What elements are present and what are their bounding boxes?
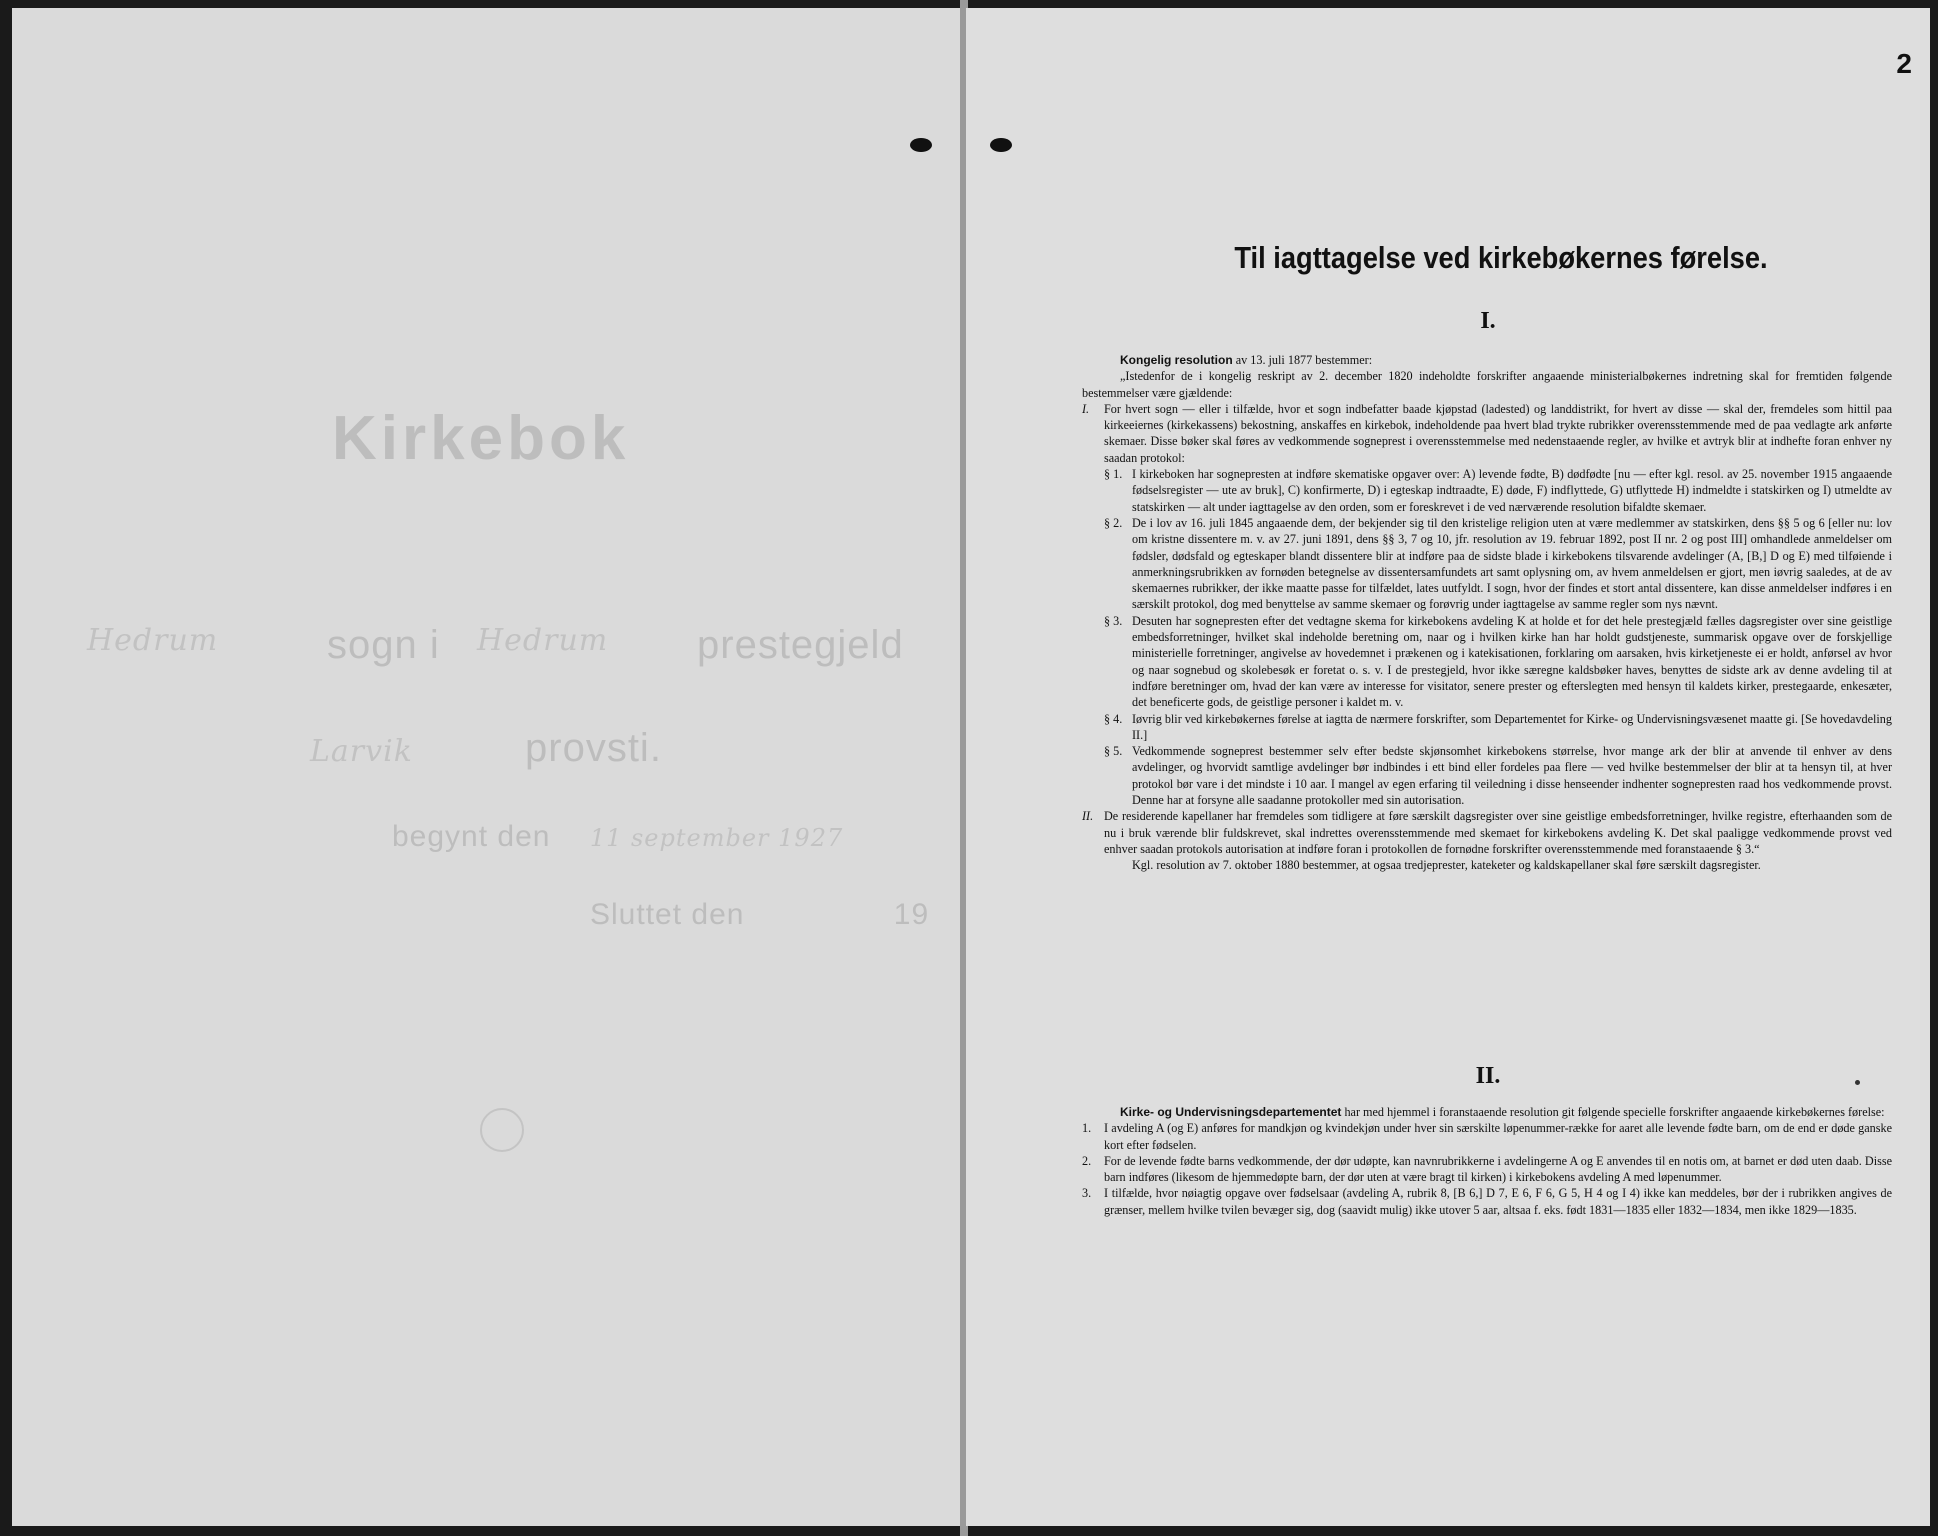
provsti-label: provsti. — [525, 726, 662, 770]
begynt-label: begynt den — [392, 820, 551, 853]
sogn-handwritten: Hedrum — [87, 623, 219, 658]
cover-provsti-line — [310, 726, 662, 771]
ink-dot — [1855, 1080, 1860, 1085]
prestegjeld-handwritten: Hedrum — [477, 623, 609, 658]
paragraph-text: Iøvrig blir ved kirkebøkernes førelse at iagtta de nærmere forskrifter, som Departementet for Kirke- og Undervisningsvæsenet maatte gi. [Se hovedavdeling II.] — [1132, 711, 1892, 742]
paragraph-3 — [1082, 613, 1892, 711]
item-text: I avdeling A (og E) anføres for mandkjøn og kvindekjøn under hver sin særskilte løpenummer-række for aaret alle levende fødte barn, om de end er døde ganske kort efter fødselen. — [1104, 1121, 1892, 1152]
item-text: For de levende fødte barns vedkommende, der dør udøpte, kan navnrubrikkerne i avdelingerne A og E anvendes til en notis om, at barnet er død uten daab. Disse barn indføres (likesom de hjemmedøpte barn, der dør uten at være bragt til kirken) i kirkebokens avdeling A med løpenummer. — [1104, 1153, 1892, 1185]
begynt-handwritten: 11 september 19 — [589, 824, 811, 852]
paragraph-1 — [1082, 466, 1892, 515]
begynt-year: 27 — [810, 824, 844, 852]
section-heading-2: II. — [1475, 1063, 1501, 1089]
paragraph-number: § 3. — [1104, 613, 1123, 628]
list-item — [1082, 1120, 1892, 1153]
resolution-intro: „Istedenfor de i kongelig reskript av 2. december 1820 indeholdte forskrifter angaaende ministerialbøkernes indretning skal for fremtiden følgende bestemmelser være gjældende: — [1082, 369, 1892, 400]
paragraph-number: § 4. — [1104, 711, 1123, 726]
paragraph-text: I kirkeboken har sognepresten at indføre skematiske opgaver over: A) levende fødte, B) dødfødte [nu — efter kgl. resol. av 25. november 1915 angaaende fødselsregister — ute av bruk], C) konfirmerte, D) i egteskap indtraadte, E) døde, F) indflyttede, G) utflyttede H) indmeldte i statskirken og I) utmeldte av statskirken — alt under iagttagelse av den orden, som er foreskrevet i de ved nærværende resolution bifaldte skemaer. — [1132, 467, 1892, 514]
item-text: I tilfælde, hvor nøiagtig opgave over fødselsaar (avdeling A, rubrik 8, [B 6,] D 7, E 6, F 6, G 5, H 4 og I 4) ikke kan meddeles, bør der i rubrikken angives de grænser, mellem hvilke tvilen bevæger sig, dog (saavidt mulig) ikke utover 5 aar, altsaa f. eks. født 1831—1835 eller 1832—1834, men ikke 1829—1835. — [1104, 1186, 1892, 1217]
cover-title: Kirkebok — [332, 404, 630, 473]
paragraph-number: § 1. — [1104, 467, 1123, 482]
item-text: De residerende kapellaner har fremdeles som tidligere at føre særskilt dagsregister over sine geistlige embedsforretninger, hvilke registre, efterhaanden som de nu i bruk værende blir fuldskrevet, skal indrettes overensstemmende med skemaet for kirkebokens avdeling K. Det skal paaligge vedkommende provst ved enhver saadan protokols autorisation at indføre foran i protokollen de fornødne forskrifter overensstemmende med foranstaaende § 3.“ — [1104, 809, 1892, 856]
sluttet-label: Sluttet den — [590, 898, 745, 931]
item-1 — [1082, 401, 1892, 466]
lead-bold: Kongelig resolution — [1120, 353, 1233, 367]
paragraph-5 — [1082, 743, 1892, 808]
sogn-label: sogn i — [327, 623, 440, 667]
cover-begynt-line — [392, 820, 843, 854]
paragraph-number: § 5. — [1104, 744, 1123, 759]
item-2 — [1082, 808, 1892, 857]
section-2-text — [1082, 1104, 1892, 1218]
item-text: For hvert sogn — eller i tilfælde, hvor et sogn indbefatter baade kjøpstad (ladested) og landdistrikt, for hvert av disse — skal der, fremdeles som hittil paa kirkeeiernes (kirkekassens) bekostning, anskaffes en kirkebok, indeholdende paa hvert blad trykte rubrikker overensstemmende med de paa vedlagte ark anførte skemaer. Disse bøker skal føres av vedkommende sogneprest i overensstemmelse med nedenstaaende regler, av hvilke et avtryk blir at indhefte foran enhver ny saadan protokol: — [1104, 401, 1892, 465]
section-1-text — [1082, 352, 1892, 874]
page-number: 2 — [1896, 48, 1912, 79]
provsti-handwritten: Larvik — [310, 734, 413, 769]
printer-logo-icon — [480, 1108, 524, 1152]
page-title: Til iagttagelse ved kirkebøkernes førelse. — [1234, 240, 1768, 275]
item-number: I. — [1082, 401, 1090, 416]
lead-text: har med hjemmel i foranstaaende resolution git følgende specielle forskrifter angaaende kirkebøkernes førelse: — [1341, 1105, 1885, 1119]
left-page-cover — [12, 8, 962, 1526]
paragraph-4 — [1082, 711, 1892, 744]
paragraph-text: Desuten har sognepresten efter det vedtagne skema for kirkebokens avdeling K at holde et for det hele prestegjæld fælles dagsregister over sine geistlige embedsforretninger, hvilket skal indeholde beretning om, naar og i hvilken kirke han har holdt gudstjeneste, summarisk opgave over de forskjellige ministerielle forretninger, angivelse av hovedemnet i prækenen og i katekisationen, forklaring om aarsaken, hvis kirketjeneste ei er holdt, anførsel av hvor og naar sognebud og skolebesøk er foretat o. s. v. I de prestegjeld, hvor ikke særegne kaldsbøker haves, benyttes de sidste ark av denne avdeling til at indføre beretninger om, hvad der kan være av interesse for visitator, senere prester og efterslegten med hensyn til kaldets kirker, prestegaarde, enkesæter, det beneficerte gods, de geistlige personer i kaldet m. v. — [1132, 613, 1892, 710]
item-number: 3. — [1082, 1186, 1092, 1201]
lead-bold: Kirke- og Undervisningsdepartementet — [1120, 1105, 1342, 1119]
item-number: II. — [1082, 809, 1094, 824]
sluttet-year: 19 — [893, 898, 930, 931]
list-item — [1082, 1185, 1892, 1218]
list-item — [1082, 1153, 1892, 1186]
paragraph-2 — [1082, 515, 1892, 613]
item-number: 1. — [1082, 1121, 1092, 1136]
binding-hole — [910, 138, 932, 152]
closing-text: Kgl. resolution av 7. oktober 1880 bestemmer, at ogsaa tredjeprester, kateketer og kaldskapellaner skal føre særskilt dagsregister. — [1132, 858, 1761, 873]
section-heading-1: I. — [1480, 308, 1496, 334]
prestegjeld-label: prestegjeld — [697, 623, 904, 667]
lead-text: av 13. juli 1877 bestemmer: — [1232, 353, 1373, 367]
cover-sluttet-line — [590, 898, 929, 932]
right-page-instructions — [966, 8, 1930, 1526]
item-number: 2. — [1082, 1153, 1092, 1168]
binding-hole — [990, 138, 1012, 152]
paragraph-text: De i lov av 16. juli 1845 angaaende dem, der bekjender sig til den kristelige religion uten at være medlemmer av statskirken, dens §§ 5 og 6 [eller nu: lov om kristne dissentere m. v. av 27. juni 1891, dens §§ 3, 7 og 10, jfr. resolution av 19. februar 1892, post II nr. 2 og post III] omhandlede anmeldelser om fødsler, dødsfald og egteskaper blandt dissentere blir at indføre paa de sidste blade i kirkebokens tilsvarende avdelinger (A, [B,] D og E) med tilføiende i anmerkningsrubrikken av fornøden betegnelse av dissentersamfundets art samt oplysning om, av hvem anmeldelsen er gjort, men iøvrig saaledes, at de av skemaernes rubrikker, der ikke maatte passe for tilfældet, lates uutfyldt. I sogn, hvor der findes et stort antal dissentere, kan disse anmeldelser indføres i en særskilt protokol, dog med benyttelse av samme skemaer og forøvrig under iagttagelse av samme regler som nys nævnt. — [1132, 515, 1892, 612]
paragraph-number: § 2. — [1104, 515, 1123, 530]
paragraph-text: Vedkommende sogneprest bestemmer selv efter bedste skjønsomhet kirkebokens størrelse, hvor mange ark der blir at anvende til enhver av dens avdelinger, og hvorvidt samtlige avdelinger bør indbindes i ett bind eller fordeles paa flere — ved hvilke bestemmelser der blir at ta hensyn til, at hver protokol bør vare i det mindste i 10 aar. I mangel av egen erfaring til veiledning i disse henseender indhenter sognepresten raad hos vedkommende provst. Denne har at forsyne alle saadanne protokoller med sin autorisation. — [1132, 744, 1892, 808]
